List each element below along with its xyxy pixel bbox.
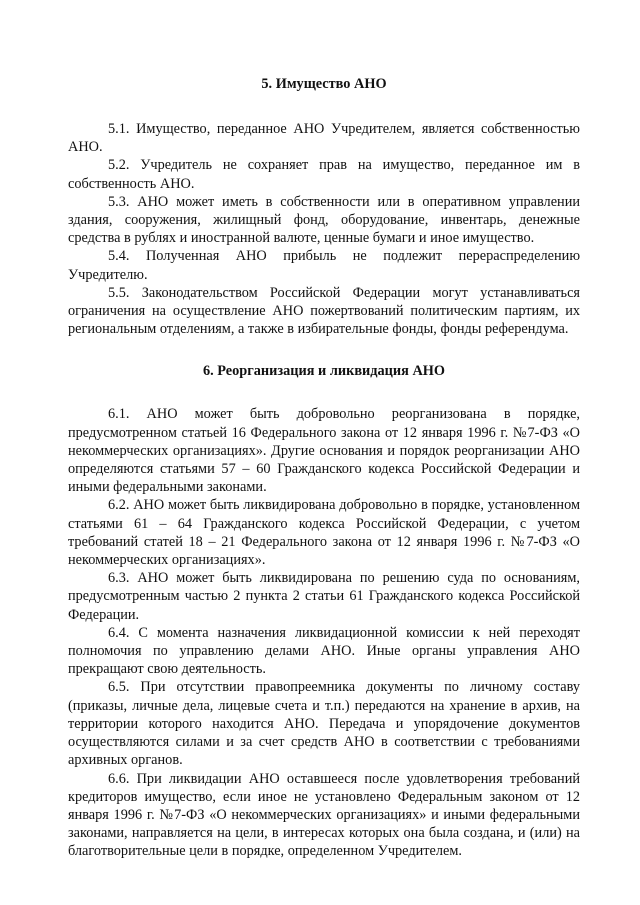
clause-6-6: 6.6. При ликвидации АНО оставшееся после удовлетворения требований кредиторов имущество, если иное не установлено Федеральным законом от 12 января 1996 г. №7-ФЗ «О некоммерческих организациях» и иными федеральными законами, направляется на цели, в интересах которых она была создана, и (или) на благотворительные цели в порядке, определенном Учредителем. [68,770,580,860]
clause-5-2: 5.2. Учредитель не сохраняет прав на имущество, переданное им в собственность АНО. [68,157,580,192]
clause-5-4: 5.4. Полученная АНО прибыль не подлежит перераспределению Учредителю. [68,248,580,283]
clause-6-5: 6.5. При отсутствии правопреемника документы по личному составу (приказы, личные дела, лицевые счета и т.п.) передаются на хранение в архив, на территории которого находится АНО. Передача и упорядочение документов осуществляются силами и за счет средств АНО в соответствии с требованиями архивных органов. [68,679,580,769]
clause-5-1: 5.1. Имущество, переданное АНО Учредителем, является собственностью АНО. [68,121,580,156]
clause-6-3: 6.3. АНО может быть ликвидирована по решению суда по основаниям, предусмотренным частью 2 пункта 2 статьи 61 Гражданского кодекса Российской Федерации. [68,570,580,623]
clause-5-5: 5.5. Законодательством Российской Федерации могут устанавливаться ограничения на осуществление АНО пожертвований политическим партиям, их региональным отделениям, а также в избирательные фонды, фонды референдума. [68,284,580,338]
clause-6-1: 6.1. АНО может быть добровольно реорганизована в порядке, предусмотренном статьей 16 Федерального закона от 12 января 1996 г. №7-ФЗ «О некоммерческих организациях». Другие основания и порядок реорганизации АНО определяются статьями 57 – 60 Гражданского кодекса Российской Федерации и иными федеральными законами. [68,406,580,496]
clause-5-3: 5.3. АНО может иметь в собственности или в оперативном управлении здания, сооружения, жилищный фонд, оборудование, инвентарь, денежные средства в рублях и иностранной валюте, ценные бумаги и иное имущество. [68,193,580,247]
clause-6-4: 6.4. С момента назначения ликвидационной комиссии к ней переходят полномочия по управлению делами АНО. Иные органы управления АНО прекращают свою деятельность. [68,624,580,678]
clause-6-2: 6.2. АНО может быть ликвидирована добровольно в порядке, установленном статьями 61 – 64 Гражданского кодекса Российской Федерации, с учетом требований статей 18 – 21 Федерального закона от 12 января 1996 г. №7-ФЗ «О некоммерческих организациях». [68,497,580,569]
section-title-reorganization: 6. Реорганизация и ликвидация АНО [202,363,446,380]
section-title-property: 5. Имущество АНО [261,76,387,92]
section-property [68,75,580,338]
section-reorganization [68,362,580,860]
